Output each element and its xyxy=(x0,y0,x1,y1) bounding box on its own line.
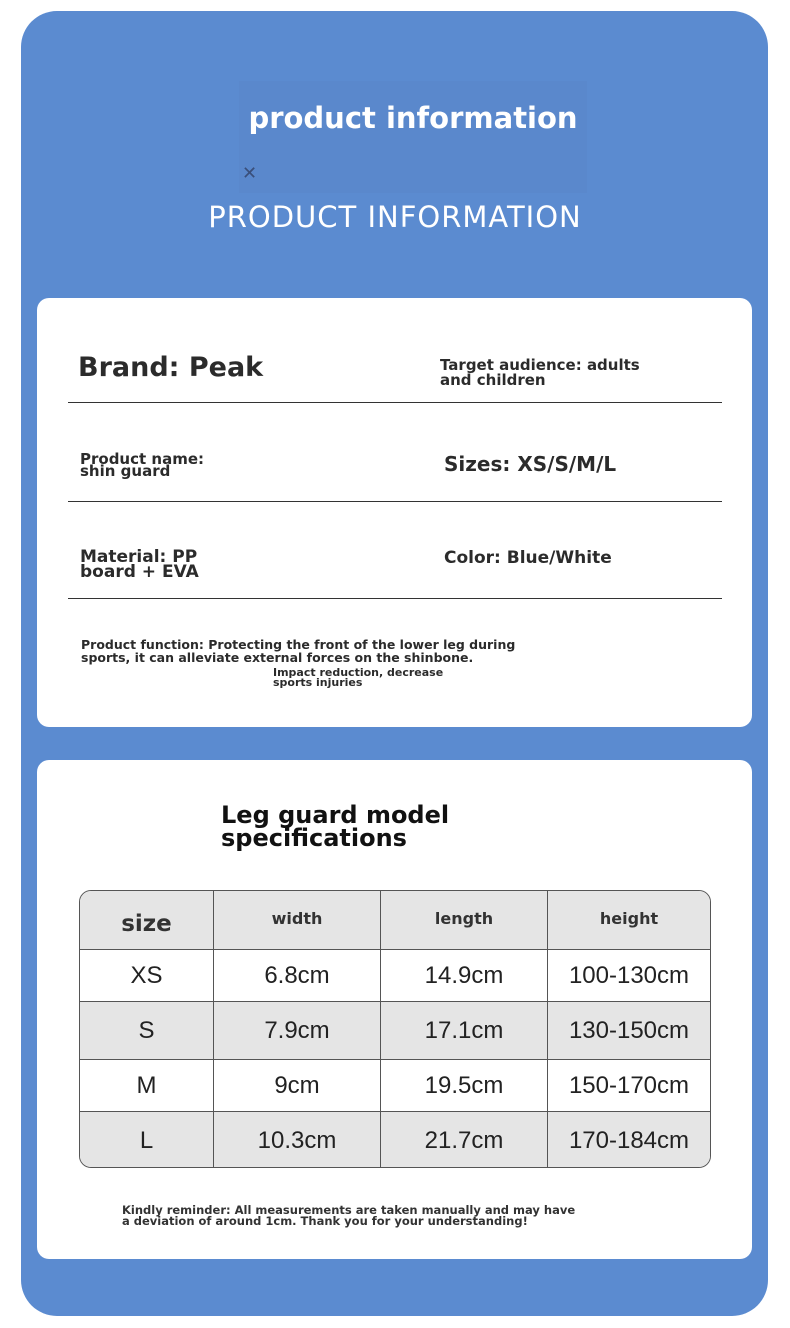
product-name-label: Product name: shin guard xyxy=(80,450,204,480)
table-row xyxy=(80,1111,710,1168)
divider xyxy=(68,402,722,403)
table-row xyxy=(80,949,710,1001)
function-extra: Impact reduction, decrease sports injuries xyxy=(273,666,444,689)
material-label: Material: PP board + EVA xyxy=(80,547,199,582)
width-cell: 6.8cm xyxy=(214,950,381,1001)
height-cell: 100-130cm xyxy=(568,961,690,989)
header-length: length xyxy=(381,891,548,949)
divider xyxy=(68,598,722,599)
size-cell: S xyxy=(80,1002,214,1059)
size-cell: L xyxy=(80,1112,214,1168)
title-banner xyxy=(239,81,587,193)
audience-label: Target audience: adults and children xyxy=(440,356,640,389)
table-row xyxy=(80,1059,710,1111)
sizes-label: Sizes: XS/S/M/L xyxy=(444,452,617,476)
table-header-row xyxy=(80,891,710,949)
size-cell: M xyxy=(80,1060,214,1111)
page-title: product information xyxy=(248,101,578,135)
length-cell: 14.9cm xyxy=(381,950,548,1001)
height-cell: 170-184cm xyxy=(568,1126,690,1154)
specifications-card xyxy=(37,760,752,1259)
function-description: Product function: Protecting the front of the lower leg during sports, it can alleviate external forces on the shinbone. xyxy=(81,637,516,665)
width-cell: 10.3cm xyxy=(214,1112,381,1168)
header-width: width xyxy=(214,891,381,949)
product-info-card xyxy=(37,298,752,727)
header-height: height xyxy=(599,909,659,928)
size-cell: XS xyxy=(80,950,214,1001)
page-subtitle: PRODUCT INFORMATION xyxy=(208,200,582,234)
length-cell: 19.5cm xyxy=(381,1060,548,1111)
specifications-title: Leg guard model specifications xyxy=(221,801,450,852)
height-cell: 150-170cm xyxy=(568,1071,690,1099)
color-label: Color: Blue/White xyxy=(444,548,612,568)
divider xyxy=(68,501,722,502)
size-table xyxy=(79,890,711,1168)
width-cell: 7.9cm xyxy=(214,1002,381,1059)
cross-icon: ✕ xyxy=(242,163,258,184)
length-cell: 17.1cm xyxy=(381,1002,548,1059)
table-row xyxy=(80,1001,710,1059)
header-size: size xyxy=(80,891,214,949)
height-cell: 130-150cm xyxy=(568,1016,690,1044)
width-cell: 9cm xyxy=(214,1060,381,1111)
length-cell: 21.7cm xyxy=(381,1112,548,1168)
reminder-note: Kindly reminder: All measurements are taken manually and may have a deviation of around 1cm. Thank you for your understanding! xyxy=(122,1203,576,1228)
brand-label: Brand: Peak xyxy=(78,352,264,383)
